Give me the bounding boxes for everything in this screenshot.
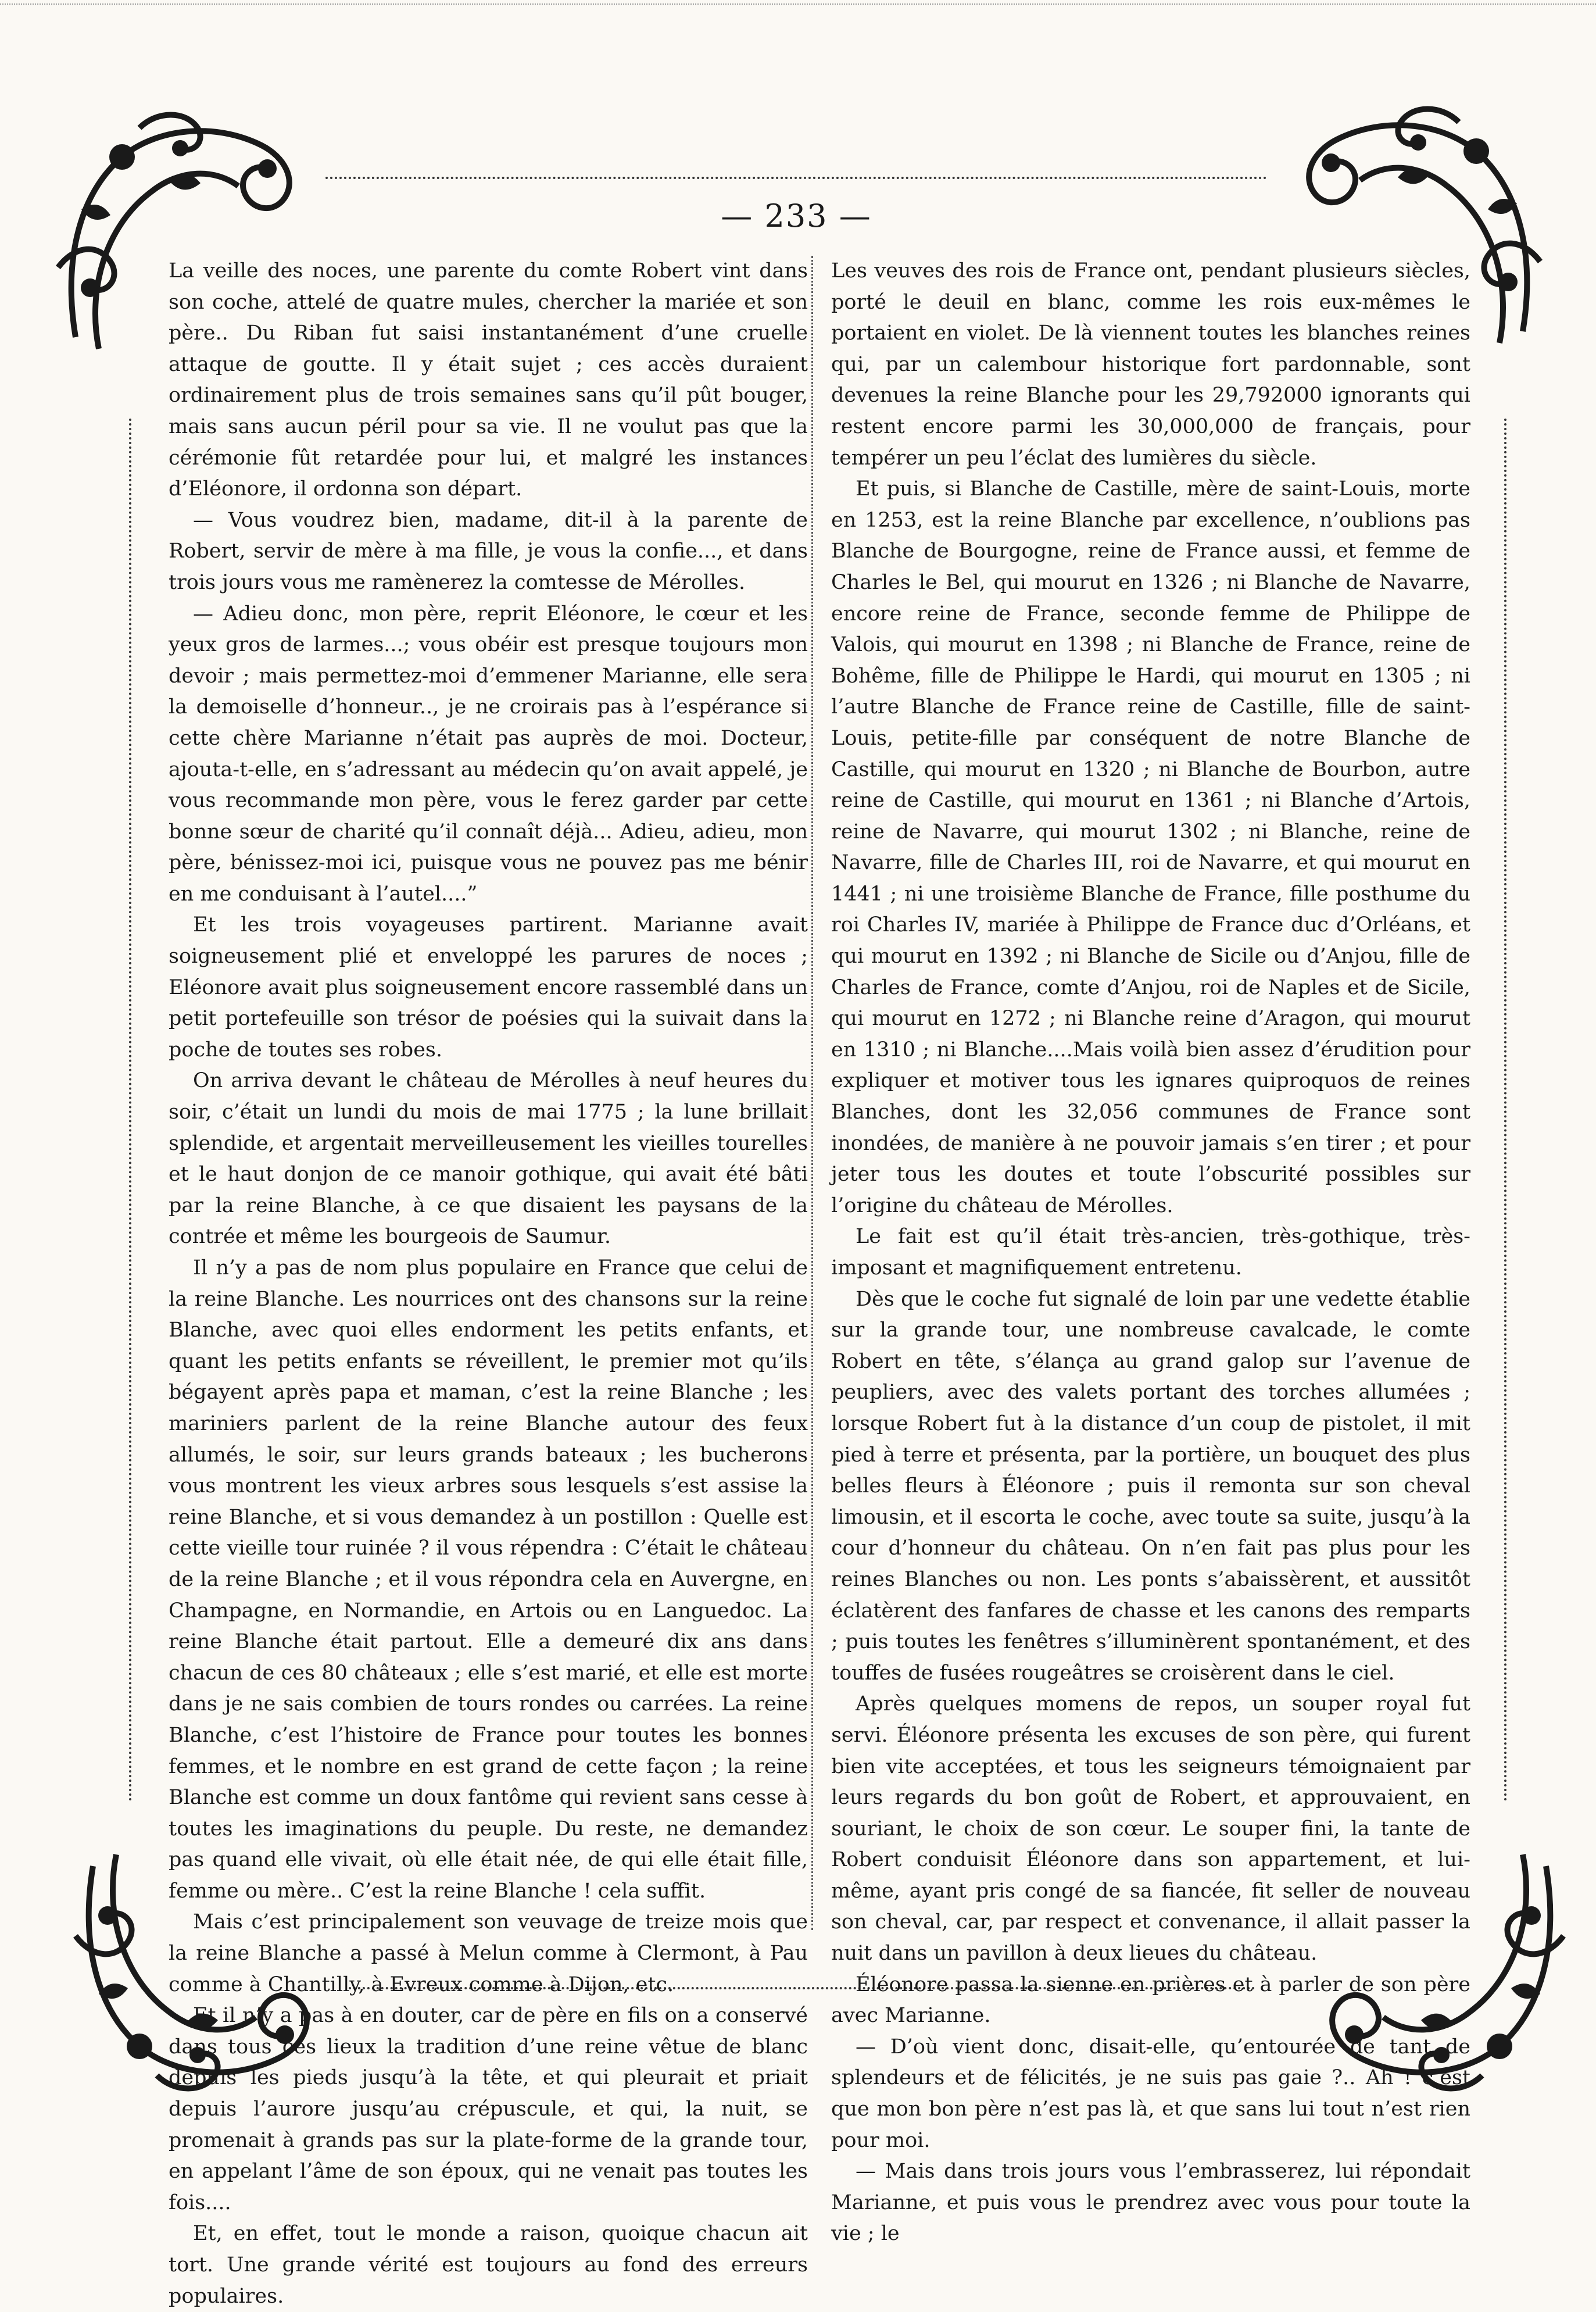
paragraph: — Adieu donc, mon père, reprit Eléonore, le cœur et les yeux gros de larmes...; vous obéir est presque toujours mon devoir ; mais permettez-moi d’emmener Marianne, elle sera la demoiselle d’honneur.., je ne croirais pas à l’espérance si cette chère Marianne n’était pas auprès de moi. Docteur, ajouta-t-elle, en s’adressant au médecin qu’on avait appelé, je vous recommande mon père, vous le ferez garder par cette bonne sœur de charité qu’il connaît déjà... Adieu, adieu, mon père, bénissez-moi ici, puisque vous ne pouvez pas me bénir en me conduisant à l’autel....” [169,602,808,906]
page-number: — 233 — [721,198,872,234]
paragraph: Dès que le coche fut signalé de loin par une vedette établie sur la grande tour, une nombreuse cavalcade, le comte Robert en tête, s’élança au grand galop sur l’avenue de peupliers, avec des valets portant des torches allumées ; lorsque Robert fut à la distance d’un coup de pistolet, il mit pied à terre et présenta, par la portière, un bouquet des plus belles fleurs à Éléonore ; puis il remonta sur son cheval limousin, et il escorta le coche, avec toute sa suite, jusqu’à la cour d’honneur du château. On n’en fait pas plus pour les reines Blanches ou non. Les ponts s’abaissèrent, et aussitôt éclatèrent des fanfares de chasse et les canons des remparts ; puis toutes les fenêtres s’illuminèrent spontanément, et des touffes de fusées rougeâtres se croisèrent dans le ciel. [831,1287,1470,1685]
paragraph: Il n’y a pas de nom plus populaire en France que celui de la reine Blanche. Les nourrices ont des chansons sur la reine Blanche, avec quoi elles endorment les petits enfants, et quant les petits enfants se réveillent, le premier mot qu’ils bégayent après papa et maman, c’est la reine Blanche ; les mariniers parlent de la reine Blanche autour des feux allumés, le soir, sur leurs grands bateaux ; les bucherons vous montrent les vieux arbres sous lesquels s’est assise la reine Blanche, et si vous demandez à un postillon : Quelle est cette vieille tour ruinée ? il vous répendra : C’était le château de la reine Blanche ; et il vous répondra cela en Auvergne, en Champagne, en Normandie, en Artois ou en Languedoc. La reine Blanche était partout. Elle a demeuré dix ans dans chacun de ces 80 châteaux ; elle s’est marié, et elle est morte dans je ne sais combien de tours rondes ou carrées. La reine Blanche, c’est l’histoire de France pour toutes les bonnes femmes, et le nombre en est grand de cette façon ; la reine Blanche est comme un doux fantôme qui revient sans cesse à toutes les imaginations du peuple. Du reste, ne demandez pas quand elle vivait, où elle était née, de qui elle était fille, femme ou mère.. C’est la reine Blanche ! cela suffit. [169,1256,808,1903]
frame-top-border [325,177,1267,179]
frame-left-border [129,419,131,1802]
paragraph: Et les trois voyageuses partirent. Marianne avait soigneusement plié et enveloppé les parures de noces ; Eléonore avait plus soigneusement encore rassemblé dans un petit portefeuille son trésor de poésies qui la suivait dans la poche de toutes ses robes. [169,913,808,1062]
right-column [831,256,1470,2250]
paragraph: Après quelques momens de repos, un souper royal fut servi. Éléonore présenta les excuses de son père, qui furent bien vite acceptées, et tous les seigneurs témoignaient par leurs regards du bon goût de Robert, et approuvaient, en souriant, le choix de son cœur. Le souper fini, la tante de Robert conduisit Éléonore dans son appartement, et lui-même, ayant pris congé de sa fiancée, fit seller de nouveau son cheval, car, par respect et convenance, il allait passer la nuit dans un pavillon à deux lieues du château. [831,1692,1470,1966]
paragraph: — Vous voudrez bien, madame, dit-il à la parente de Robert, servir de mère à ma fille, je vous la confie..., et dans trois jours vous me ramènerez la comtesse de Mérolles. [169,508,808,594]
left-column [169,256,808,2312]
paragraph: Et puis, si Blanche de Castille, mère de saint-Louis, morte en 1253, est la reine Blanche par excellence, n’oublions pas Blanche de Bourgogne, reine de France aussi, et femme de Charles le Bel, qui mourut en 1326 ; ni Blanche de Navarre, encore reine de France, seconde femme de Philippe de Valois, qui mourut en 1398 ; ni Blanche de France, reine de Bohême, fille de Philippe le Hardi, qui mourut en 1305 ; ni l’autre Blanche de France reine de Castille, fille de saint-Louis, petite-fille par conséquent de notre Blanche de Castille, qui mourut en 1320 ; ni Blanche de Bourbon, autre reine de Castille, qui mourut en 1361 ; ni Blanche d’Artois, reine de Navarre, qui mourut 1302 ; ni Blanche, reine de Navarre, fille de Charles III, roi de Navarre, et qui mourut en 1441 ; ni une troisième Blanche de France, fille posthume du roi Charles IV, mariée à Philippe de France duc d’Orléans, et qui mourut en 1392 ; ni Blanche de Sicile ou d’Anjou, fille de Charles de France, comte d’Anjou, roi de Naples et de Sicile, qui mourut en 1272 ; ni Blanche reine d’Aragon, qui mourut en 1310 ; ni Blanche....Mais voilà bien assez d’érudition pour expliquer et motiver tous les ignares quiproquos de reines Blanches, dont les 32,056 communes de France sont inondées, de manière à ne pouvoir jamais s’en tirer ; et pour jeter tous les doutes et toute l’obscurité possibles sur l’origine du château de Mérolles. [831,477,1470,1217]
paragraph: Le fait est qu’il était très-ancien, très-gothique, très-imposant et magnifiquement entretenu. [831,1225,1470,1280]
frame-right-border [1504,419,1506,1802]
paragraph: On arriva devant le château de Mérolles à neuf heures du soir, c’était un lundi du mois de mai 1775 ; la lune brillait splendide, et argentait merveilleusement les vieilles tourelles et le haut donjon de ce manoir gothique, qui avait été bâti par la reine Blanche, à ce que disaient les paysans de la contrée et même les bourgeois de Saumur. [169,1069,808,1249]
paragraph: Les veuves des rois de France ont, pendant plusieurs siècles, porté le deuil en blanc, comme les rois eux-mêmes le portaient en violet. De là viennent toutes les blanches reines qui, par un calembour historique fort pardonnable, sont devenues la reine Blanche pour les 29,792000 ignorants qui restent encore parmi les 30,000,000 de français, pour tempérer un peu l’éclat des lumières du siècle. [831,259,1470,470]
paragraph: Mais c’est principalement son veuvage de treize mois que la reine Blanche a passé à Melun comme à Clermont, à Pau comme à Chantilly, à Evreux comme à Dijon, etc. [169,1910,808,1996]
paragraph: Et, en effet, tout le monde a raison, quoique chacun ait tort. Une grande vérité est toujours au fond des erreurs populaires. [169,2222,808,2308]
paragraph: Éléonore passa la sienne en prières et à parler de son père avec Marianne. [831,1972,1470,2028]
top-rule [0,3,1596,5]
paragraph: — D’où vient donc, disait-elle, qu’entourée de tant de splendeurs et de félicités, je ne suis pas gaie ?.. Ah ! c’est que mon bon père n’est pas là, et que sans lui tout n’est rien pour moi. [831,2035,1470,2152]
paragraph: La veille des noces, une parente du comte Robert vint dans son coche, attelé de quatre mules, chercher la mariée et son père.. Du Riban fut saisi instantanément d’une cruelle attaque de goutte. Il y était sujet ; ces accès duraient ordinairement plus de trois semaines sans qu’il pût bouger, mais sans aucun péril pour sa vie. Il ne voulut pas que la cérémonie fût retardée pour lui, et malgré les instances d’Eléonore, il ordonna son départ. [169,259,808,501]
paragraph: — Mais dans trois jours vous l’embrasserez, lui répondait Marianne, et puis vous le prendrez avec vous pour toute la vie ; le [831,2160,1470,2246]
column-divider [811,256,813,1930]
paragraph: Et il n’y a pas à en douter, car de père en fils on a conservé dans tous ces lieux la tradition d’une reine vêtue de blanc depuis les pieds jusqu’à la tête, et qui pleurait et priait depuis l’aurore jusqu’au crépuscule, et qui, la nuit, se promenait à grands pas sur la plate-forme de la grande tour, en appelant l’âme de son époux, qui ne venait pas toutes les fois.... [169,2004,808,2214]
